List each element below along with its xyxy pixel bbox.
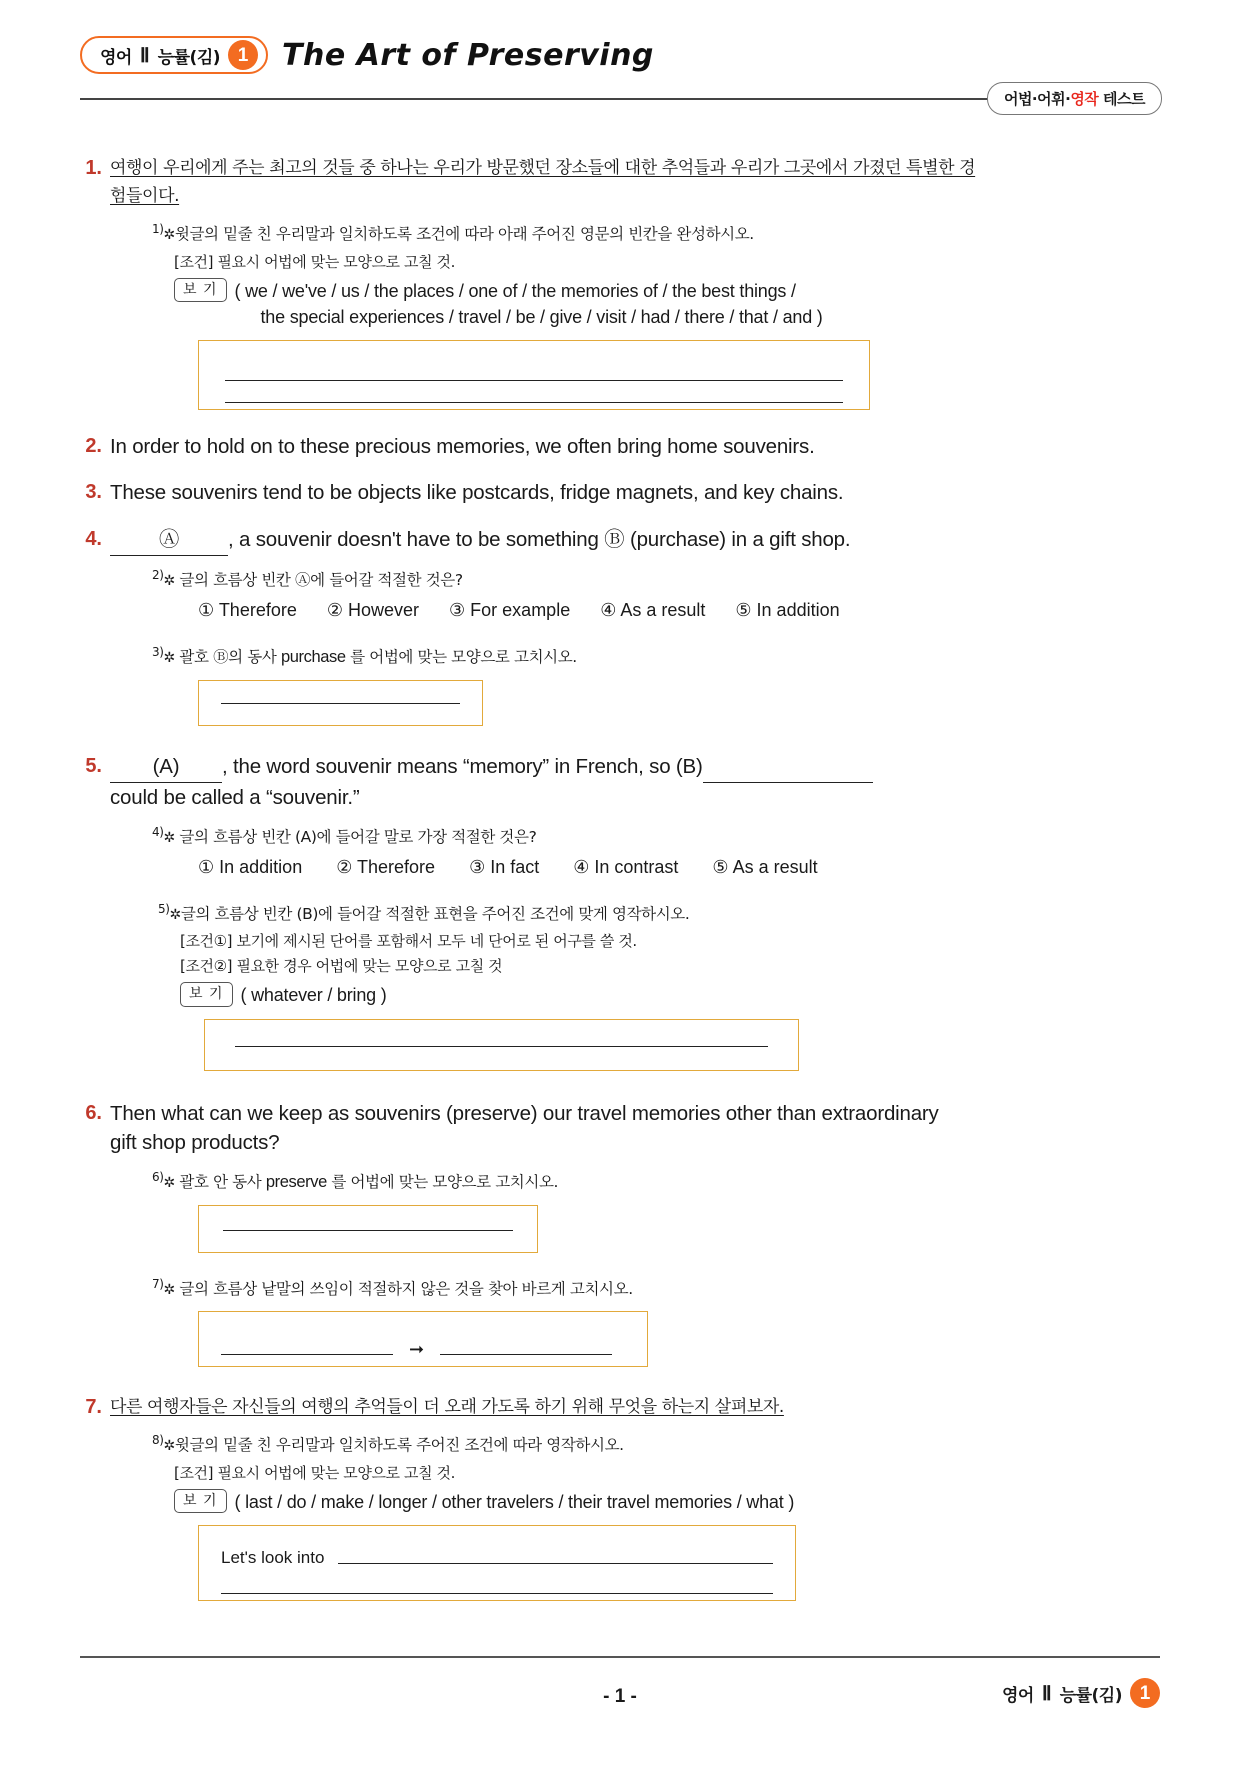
- condition-text: [조건] 필요시 어법에 맞는 모양으로 고칠 것.: [174, 252, 456, 271]
- bogi-label: 보 기: [174, 278, 227, 302]
- question-stem-english: Then what can we keep as souvenirs (preserve) our travel memories other than extraordinary gift shop products?: [110, 1101, 939, 1155]
- question-stem-middle: , the word souvenir means “memory” in French, so (B): [222, 755, 703, 779]
- subquestion-5: [158, 900, 1160, 1071]
- answer-line-before[interactable]: [221, 1354, 393, 1355]
- title-row: [80, 36, 1160, 74]
- footer-divider: [80, 1656, 1160, 1658]
- choice-list: [198, 600, 1160, 621]
- question-stem-korean: 다른 여행자들은 자신들의 여행의 추억들이 더 오래 가도록 하기 위해 무엇을 하는지 살펴보자.: [110, 1397, 784, 1418]
- bogi-word-bank: [235, 278, 823, 330]
- badge-publisher-label: 능률(김): [157, 47, 221, 68]
- question-number: 7.: [85, 1396, 102, 1419]
- answer-line[interactable]: [225, 359, 843, 381]
- choice-option-1[interactable]: ① In addition: [198, 857, 303, 877]
- question-3: [80, 478, 1160, 508]
- answer-box[interactable]: [198, 340, 870, 410]
- answer-box[interactable]: [198, 1205, 538, 1253]
- subquestion-prompt-post: 를 어법에 맞는 모양으로 고치시오.: [326, 1173, 559, 1192]
- question-number: 2.: [85, 434, 102, 457]
- question-7: [80, 1393, 1160, 1601]
- page-header: [80, 36, 1160, 126]
- asterisk-icon: ✲: [163, 573, 175, 589]
- choice-option-4[interactable]: ④ In contrast: [573, 857, 679, 877]
- question-number: 5.: [85, 755, 102, 778]
- subquestion-prompt-text: 윗글의 밑줄 친 우리말과 일치하도록 조건에 따라 아래 주어진 영문의 빈칸을 완성하시오.: [174, 225, 754, 244]
- asterisk-icon: ✲: [163, 1175, 175, 1192]
- blank-marker-b[interactable]: [703, 752, 873, 783]
- answer-box[interactable]: [204, 1019, 799, 1071]
- asterisk-icon: ✲: [163, 1282, 175, 1298]
- answer-line[interactable]: [221, 703, 460, 704]
- asterisk-icon: ✲: [163, 650, 175, 667]
- asterisk-icon: ✲: [163, 227, 175, 244]
- test-type-badge: [987, 82, 1162, 115]
- target-verb: purchase: [280, 648, 346, 667]
- page-title: The Art of Preserving: [282, 37, 654, 73]
- subquestion-prompt-text: 글의 흐름상 빈칸 Ⓐ에 들어갈 적절한 것은?: [179, 571, 463, 589]
- question-stem-english: These souvenirs tend to be objects like postcards, fridge magnets, and key chains.: [110, 481, 844, 505]
- condition-line: [174, 251, 1160, 272]
- footer-brand: [1002, 1678, 1160, 1708]
- choice-option-1[interactable]: ① Therefore: [198, 600, 297, 621]
- question-stem-english: [110, 525, 1160, 556]
- footer-subject-label: 영어: [1001, 1685, 1034, 1706]
- condition-text: [조건①] 보기에 제시된 단어를 포함해서 모두 네 단어로 된 어구를 쓸 것.: [180, 932, 637, 951]
- subquestion-4: [152, 823, 1160, 878]
- subquestion-prompt: [152, 566, 1160, 592]
- question-stem-line2: could be called a “souvenir.”: [110, 785, 360, 809]
- question-stem-english: In order to hold on to these precious memories, we often bring home souvenirs.: [110, 434, 815, 458]
- subquestion-prompt: [152, 1275, 1160, 1301]
- subquestion-2: [152, 566, 1160, 621]
- question-1: [80, 154, 1160, 410]
- subquestion-index: 7): [152, 1276, 164, 1291]
- blank-marker-a[interactable]: [110, 752, 222, 783]
- subquestion-6: [152, 1168, 1160, 1253]
- subquestion-index: 6): [152, 1169, 164, 1184]
- arrow-right-icon: ➞: [409, 1338, 425, 1360]
- bogi-label: 보 기: [180, 982, 233, 1006]
- bogi-label: 보 기: [174, 1489, 227, 1513]
- question-number: 1.: [85, 157, 102, 179]
- question-stem-remainder: , a souvenir doesn't have to be something Ⓑ (purchase) in a gift shop.: [228, 528, 851, 552]
- choice-option-2[interactable]: ② Therefore: [336, 857, 436, 877]
- choice-option-4[interactable]: ④ As a result: [600, 600, 706, 621]
- answer-line[interactable]: [235, 1046, 768, 1047]
- subquestion-1: [152, 220, 1160, 410]
- answer-box-with-arrow[interactable]: [198, 1311, 648, 1367]
- condition-text: [조건] 필요시 어법에 맞는 모양으로 고칠 것.: [174, 1463, 456, 1482]
- question-4: [80, 525, 1160, 726]
- subquestion-prompt-pre: 괄호 Ⓑ의 동사: [179, 648, 281, 667]
- subquestion-index: 8): [152, 1433, 164, 1448]
- answer-line[interactable]: [338, 1563, 773, 1564]
- question-2: [80, 432, 1160, 462]
- bogi-word-bank: ( whatever / bring ): [240, 985, 387, 1006]
- bogi-line-1: ( we / we've / us / the places / one of / the memories of / the best things /: [234, 280, 796, 301]
- subquestion-8: [152, 1431, 1160, 1601]
- subquestion-prompt-text: 글의 흐름상 빈칸 (B)에 들어갈 적절한 표현을 주어진 조건에 맞게 영작하시오.: [180, 905, 690, 924]
- footer-publisher-label: 능률(김): [1059, 1685, 1122, 1706]
- subquestion-prompt-text: 글의 흐름상 낱말의 쓰임이 적절하지 않은 것을 찾아 바르게 고치시오.: [179, 1280, 633, 1298]
- choice-list: [198, 857, 1160, 878]
- test-tag-part2: 테스트: [1098, 90, 1145, 108]
- answer-prefix: Let's look into: [221, 1547, 325, 1567]
- subquestion-7: [152, 1275, 1160, 1367]
- subject-badge: [80, 36, 268, 74]
- footer-lesson-number: 1: [1130, 1678, 1160, 1708]
- test-tag-highlight: 영작: [1070, 90, 1099, 108]
- subquestion-prompt-text: 윗글의 밑줄 친 우리말과 일치하도록 주어진 조건에 따라 영작하시오.: [174, 1436, 624, 1455]
- subquestion-prompt: [152, 643, 1160, 670]
- question-number: 4.: [85, 528, 102, 551]
- condition-line-2: [180, 955, 1160, 976]
- subquestion-prompt: [152, 1168, 1160, 1195]
- condition-text: [조건②] 필요한 경우 어법에 맞는 모양으로 고칠 것: [180, 957, 503, 976]
- bogi-row: [174, 278, 1160, 330]
- blank-marker-a[interactable]: [110, 525, 228, 556]
- subquestion-index: 2): [152, 567, 164, 582]
- subquestion-index: 5): [158, 902, 170, 916]
- asterisk-icon: ✲: [169, 907, 181, 924]
- page-number: - 1 -: [603, 1686, 637, 1707]
- badge-subject-label: 영어: [100, 47, 132, 68]
- subquestion-index: 3): [152, 645, 164, 660]
- question-stem-english: [110, 752, 1160, 783]
- question-5: [80, 752, 1160, 1070]
- subquestion-prompt: [152, 220, 1160, 246]
- subquestion-index: 1): [152, 222, 164, 237]
- asterisk-icon: ✲: [163, 1438, 175, 1455]
- choice-option-2[interactable]: ② However: [326, 600, 420, 621]
- subquestion-prompt: [152, 823, 1160, 849]
- bogi-word-bank: ( last / do / make / longer / other travelers / their travel memories / what ): [234, 1491, 795, 1512]
- target-verb: preserve: [265, 1173, 327, 1192]
- subquestion-prompt-pre: 괄호 안 동사: [179, 1173, 266, 1192]
- subquestion-prompt-post: 를 어법에 맞는 모양으로 고치시오.: [345, 648, 577, 667]
- bogi-row: [180, 982, 1160, 1008]
- subquestion-3: [152, 643, 1160, 726]
- worksheet-page: [0, 36, 1240, 1788]
- answer-line[interactable]: [223, 1230, 513, 1231]
- asterisk-icon: ✲: [163, 829, 175, 846]
- subquestion-index: 4): [152, 824, 164, 839]
- condition-line: [174, 1462, 1160, 1483]
- choice-option-3[interactable]: ③ In fact: [469, 857, 540, 877]
- question-stem-korean: 여행이 우리에게 주는 최고의 것들 중 하나는 우리가 방문했던 장소들에 대한 추억들과 우리가 그곳에서 가졌던 특별한 경험들이다.: [110, 158, 976, 207]
- subquestion-prompt: [158, 900, 1160, 926]
- question-number: 3.: [85, 481, 102, 504]
- bogi-row: [174, 1489, 1160, 1515]
- condition-line-1: [180, 930, 1160, 951]
- badge-lesson-number: 1: [228, 40, 258, 70]
- question-6: [80, 1099, 1160, 1368]
- choice-option-5[interactable]: ⑤ In addition: [735, 600, 840, 621]
- choice-option-5[interactable]: ⑤ As a result: [712, 857, 818, 877]
- badge-roman-numeral: Ⅱ: [139, 44, 150, 67]
- subquestion-prompt-text: 글의 흐름상 빈칸 (A)에 들어갈 말로 가장 적절한 것은?: [179, 827, 537, 846]
- blank-label: Ⓐ: [158, 528, 180, 552]
- answer-line[interactable]: [225, 381, 843, 403]
- answer-line-after[interactable]: [440, 1354, 612, 1355]
- answer-box[interactable]: [198, 680, 483, 726]
- answer-box[interactable]: [198, 1525, 796, 1601]
- subquestion-prompt: [152, 1431, 1160, 1457]
- questions-container: [80, 154, 1160, 1601]
- blank-label: (A): [152, 755, 180, 779]
- choice-option-3[interactable]: ③ For example: [449, 600, 571, 621]
- question-number: 6.: [85, 1101, 102, 1124]
- test-tag-part1: 어법·어휘·: [1003, 90, 1071, 108]
- bogi-line-2: the special experiences / travel / be / give / visit / had / there / that / and ): [260, 306, 823, 327]
- answer-line[interactable]: [221, 1568, 773, 1594]
- footer-roman-numeral: Ⅱ: [1041, 1682, 1052, 1705]
